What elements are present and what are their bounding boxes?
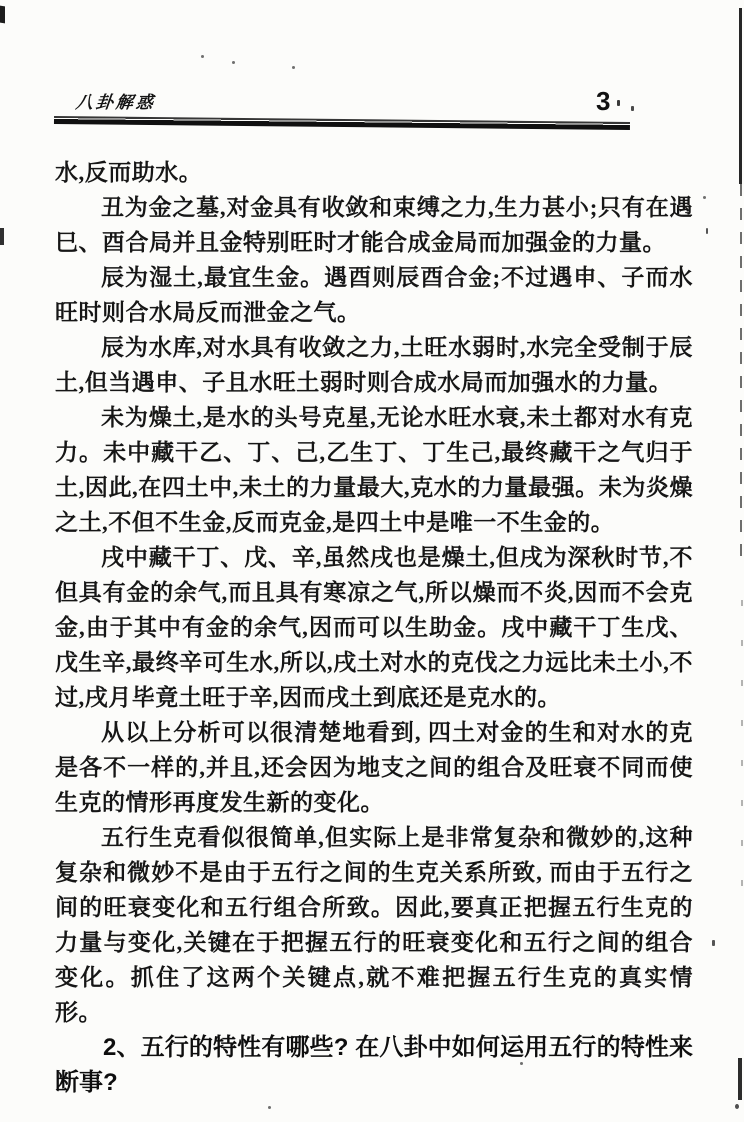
paragraph: 五行生克看似很简单,但实际上是非常复杂和微妙的,这种复杂和微妙不是由于五行之间的生克关系所致, 而由于五行之间的旺衰变化和五行组合所致。因此,要真正把握五行生克的力量与变化,关键在于把握五行的旺衰变化和五行之间的组合变化。抓住了这两个关键点,就不难把握五行生克的真实情形。: [55, 825, 693, 1025]
scan-speck: [703, 196, 706, 199]
scan-speck: [706, 228, 708, 234]
paragraph: 辰为湿土,最宜生金。遇酉则辰酉合金;不过遇申、子而水旺时则合水局反而泄金之气。: [55, 265, 693, 325]
header-rule: [54, 116, 630, 130]
scan-artifact: [738, 1058, 742, 1100]
scan-artifact: [0, 6, 5, 24]
paragraph: 辰为水库,对水具有收敛之力,土旺水弱时,水完全受制于辰土,但当遇申、子且水旺土弱时则合成水局而加强水的力量。: [55, 335, 693, 395]
paragraph: 丑为金之墓,对金具有收敛和束缚之力,生力甚小;只有在遇巳、酉合局并且金特别旺时才能合成金局而加强金的力量。: [55, 195, 693, 255]
paragraph: 戌中藏干丁、戊、辛,虽然戌也是燥土,但戌为深秋时节,不但具有金的余气,而且具有寒凉之气,所以燥而不炎,因而不会克金,由于其中有金的余气,因而可以生助金。戌中藏干丁生戊、戊生辛,最终辛可生水,所以,戌土对水的克伐之力远比未土小,不过,戌月毕竟土旺于辛,因而戌土到底还是克水的。: [55, 545, 693, 710]
scan-speck: [617, 100, 620, 106]
scan-artifact: [740, 184, 742, 564]
running-head-title: 八卦解惑: [74, 93, 157, 112]
paragraph: 从以上分析可以很清楚地看到, 四土对金的生和对水的克是各不一样的,并且,还会因为地支之间的组合及旺衰不同而使生克的情形再度发生新的变化。: [55, 720, 693, 815]
scan-speck: [631, 106, 634, 111]
paragraph: 水,反而助水。: [55, 160, 203, 185]
text-column: [55, 155, 693, 1100]
paragraph: 未为燥土,是水的头号克星,无论水旺水衰,未土都对水有克力。未中藏干乙、丁、己,乙生丁、丁生己,最终藏干之气归于土,因此,在四土中,未土的力量最大,克水的力量最强。未为炎燥之土,不但不生金,反而克金,是四土中是唯一不生金的。: [55, 405, 693, 535]
scan-artifact: [0, 228, 4, 245]
page-number: 3: [596, 86, 611, 116]
scan-speck: [268, 1106, 271, 1109]
scan-speck: [712, 940, 715, 946]
scan-speck: [735, 1104, 739, 1109]
scan-speck: [201, 55, 204, 58]
section-question: 2、五行的特性有哪些? 在八卦中如何运用五行的特性来断事?: [55, 1034, 693, 1096]
scan-speck: [292, 66, 295, 69]
scan-artifact: [739, 8, 742, 184]
scan-speck: [232, 61, 235, 64]
scan-artifact: [741, 600, 743, 900]
